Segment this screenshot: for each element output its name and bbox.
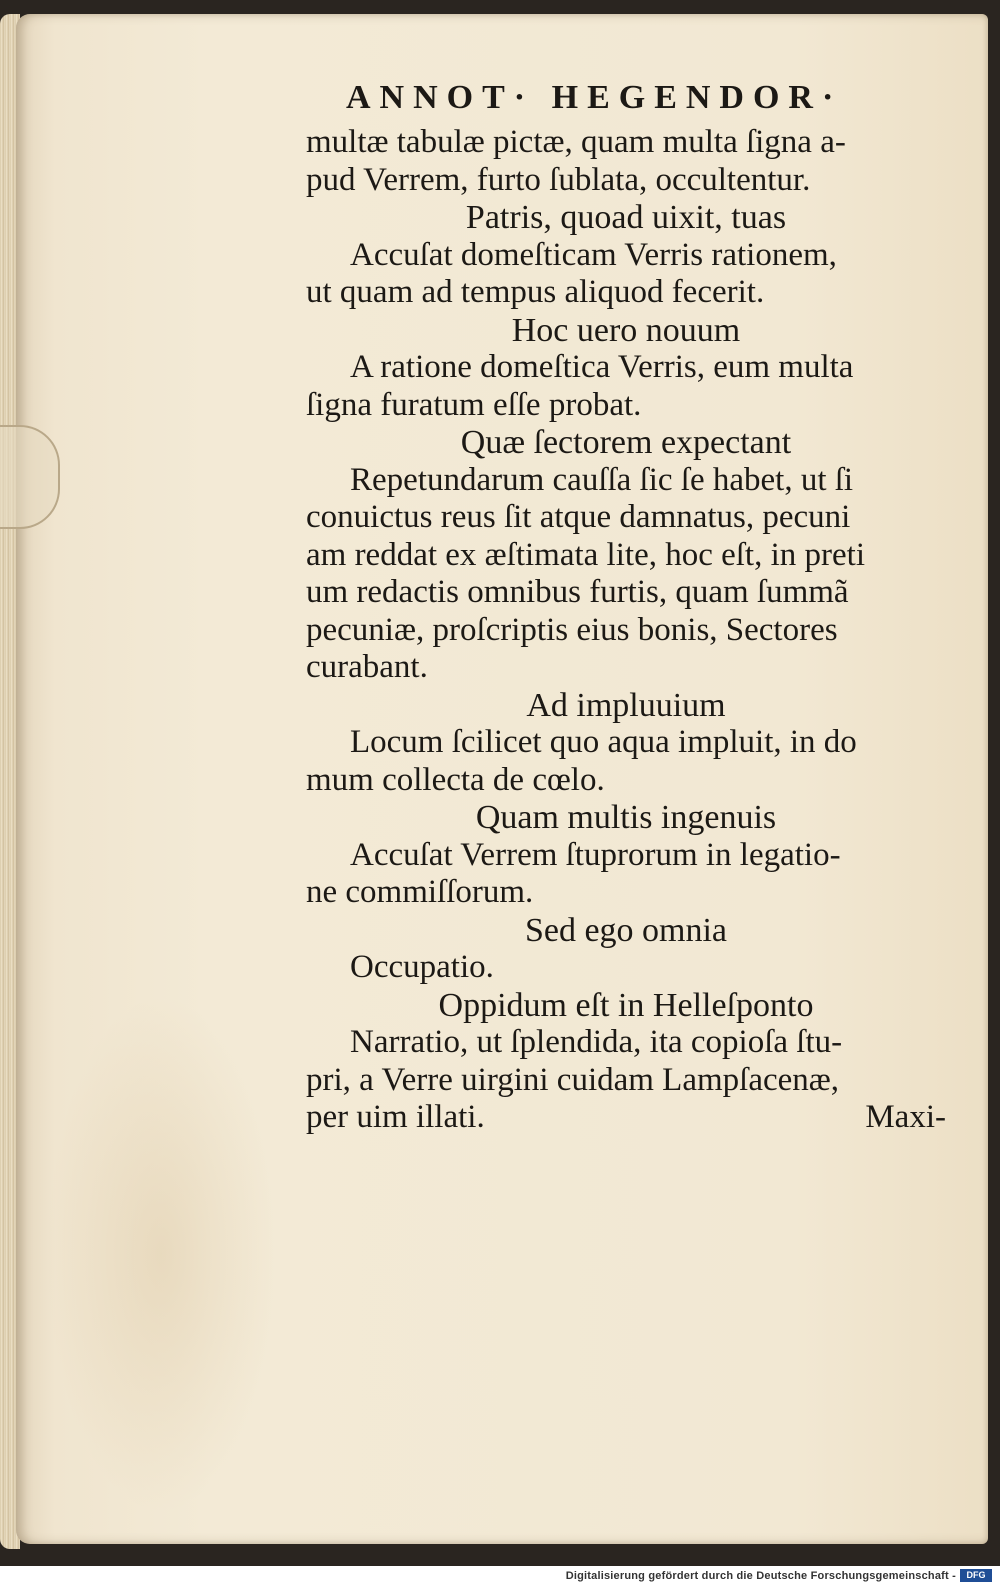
text-line: Locum ſcilicet quo aqua impluit, in do — [350, 724, 857, 760]
footer-credit: Digitalisierung gefördert durch die Deutsche Forschungsgemeinschaft - — [565, 1570, 956, 1582]
text-line: am reddat ex æſtimata lite, hoc eſt, in preti — [306, 536, 865, 573]
lemma-heading: Patris, quoad uixit, tuas — [465, 199, 787, 236]
running-head: ANNOT· HEGENDOR· — [346, 79, 843, 116]
text-line: mum collecta de cœlo. — [306, 761, 605, 798]
text-line: A ratione domeſtica Verris, eum multa — [350, 349, 854, 385]
paper-stain — [46, 994, 276, 1514]
catchword: Maxi- — [865, 1099, 946, 1135]
text-lines — [306, 124, 946, 1137]
text-line: Accuſat domeſticam Verris rationem, — [350, 236, 837, 273]
text-line: ſigna furatum eſſe probat. — [306, 386, 642, 423]
text-line: ne commiſſorum. — [306, 874, 534, 910]
text-line: per uim illati. — [306, 1099, 485, 1135]
text-line: pud Verrem, furto ſublata, occultentur. — [306, 161, 811, 198]
text-line: multæ tabulæ pictæ, quam multa ſigna a- — [306, 124, 846, 160]
text-line: curabant. — [306, 649, 428, 685]
text-line: Accuſat Verrem ſtuprorum in legatio- — [350, 836, 841, 873]
text-line: ut quam ad tempus aliquod fecerit. — [306, 274, 765, 310]
page-text — [306, 76, 946, 1137]
lemma-heading: Hoc uero nouum — [511, 311, 741, 349]
footer-bar — [0, 1566, 1000, 1586]
text-line: conuictus reus ſit atque damnatus, pecuni — [306, 499, 851, 535]
text-line: um redactis omnibus furtis, quam ſummã — [306, 574, 849, 610]
lemma-heading: Oppidum eſt in Helleſponto — [438, 986, 814, 1024]
ribbon-tab — [0, 425, 60, 529]
text-line: pecuniæ, proſcriptis eius bonis, Sectores — [306, 611, 838, 648]
lemma-heading: Quæ ſectorem expectant — [460, 424, 792, 461]
text-line: Occupatio. — [350, 949, 494, 985]
lemma-heading: Sed ego omnia — [524, 911, 728, 949]
lemma-heading: Ad impluuium — [526, 686, 726, 724]
lemma-heading: Quam multis ingenuis — [475, 799, 777, 836]
dfg-logo-icon: DFG — [960, 1569, 992, 1582]
text-line: pri, a Verre uirgini cuidam Lampſacenæ, — [306, 1061, 840, 1098]
text-line: Repetundarum cauſſa ſic ſe habet, ut ſi — [350, 461, 854, 498]
text-line: Narratio, ut ſplendida, ita copioſa ſtu- — [350, 1024, 843, 1060]
